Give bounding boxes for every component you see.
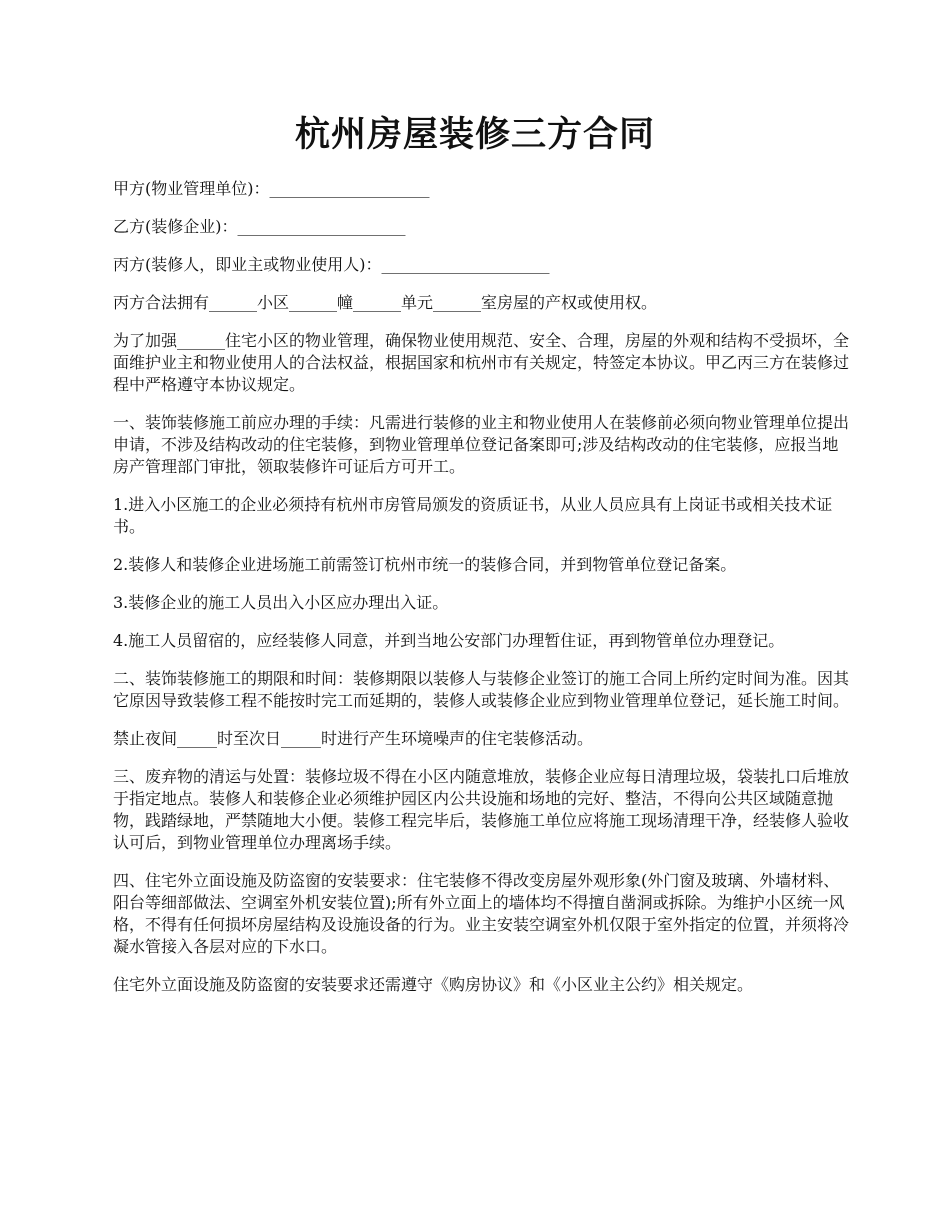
section-2-paragraph: 二、装饰装修施工的期限和时间：装修期限以装修人与装修企业签订的施工合同上所约定时间为准。因其它原因导致装修工程不能按时完工而延期的，装修人或装修企业应到物业管理单位登记，延长施工时间。 — [113, 669, 850, 710]
item-4-paragraph: 4.施工人员留宿的，应经装修人同意，并到当地公安部门办理暂住证，再到物管单位办理登记。 — [113, 631, 785, 650]
document-body — [113, 178, 853, 1012]
party-c-line: 丙方(装修人，即业主或物业使用人)：_____________________ — [113, 255, 550, 274]
preamble-paragraph: 为了加强______住宅小区的物业管理，确保物业使用规范、安全、合理，房屋的外观和结构不受损坏，全面维护业主和物业使用人的合法权益，根据国家和杭州市有关规定，特签定本协议。甲乙丙三方在装修过程中严格遵守本协议规定。 — [113, 331, 850, 394]
section-4-paragraph: 四、住宅外立面设施及防盗窗的安装要求：住宅装修不得改变房屋外观形象(外门窗及玻璃、外墙材料、阳台等细部做法、空调室外机安装位置);所有外立面上的墙体均不得擅自凿洞或拆除。为维护小区统一风格，不得有任何损坏房屋结构及设施设备的行为。业主安装空调室外机仅限于室外指定的位置，并须将冷凝水管接入各层对应的下水口。 — [113, 871, 850, 956]
property-ownership-paragraph: 丙方合法拥有______小区______幢______单元______室房屋的产权或使用权。 — [113, 293, 658, 312]
closing-paragraph: 住宅外立面设施及防盗窗的安装要求还需遵守《购房协议》和《小区业主公约》相关规定。 — [113, 975, 754, 994]
party-b-line: 乙方(装修企业)：_____________________ — [113, 217, 406, 236]
document-title: 杭州房屋装修三方合同 — [294, 114, 655, 155]
section-1-paragraph: 一、装饰装修施工前应办理的手续：凡需进行装修的业主和物业使用人在装修前必须向物业管理单位提出申请，不涉及结构改动的住宅装修，到物业管理单位登记备案即可;涉及结构改动的住宅装修，应报当地房产管理部门审批，领取装修许可证后方可开工。 — [113, 413, 850, 476]
night-work-paragraph: 禁止夜间_____时至次日_____时进行产生环境噪声的住宅装修活动。 — [113, 729, 594, 748]
section-3-paragraph: 三、废弃物的清运与处置：装修垃圾不得在小区内随意堆放，装修企业应每日清理垃圾，袋装扎口后堆放于指定地点。装修人和装修企业必须维护园区内公共设施和场地的完好、整洁，不得向公共区域随意抛物，践踏绿地，严禁随地大小便。装修工程完毕后，装修施工单位应将施工现场清理干净，经装修人验收认可后，到物业管理单位办理离场手续。 — [113, 767, 850, 852]
item-2-paragraph: 2.装修人和装修企业进场施工前需签订杭州市统一的装修合同，并到物管单位登记备案。 — [113, 555, 737, 574]
item-1-paragraph: 1.进入小区施工的企业必须持有杭州市房管局颁发的资质证书，从业人员应具有上岗证书或相关技术证书。 — [113, 495, 833, 536]
item-3-paragraph: 3.装修企业的施工人员出入小区应办理出入证。 — [113, 593, 449, 612]
party-a-line: 甲方(物业管理单位)：____________________ — [113, 179, 430, 198]
